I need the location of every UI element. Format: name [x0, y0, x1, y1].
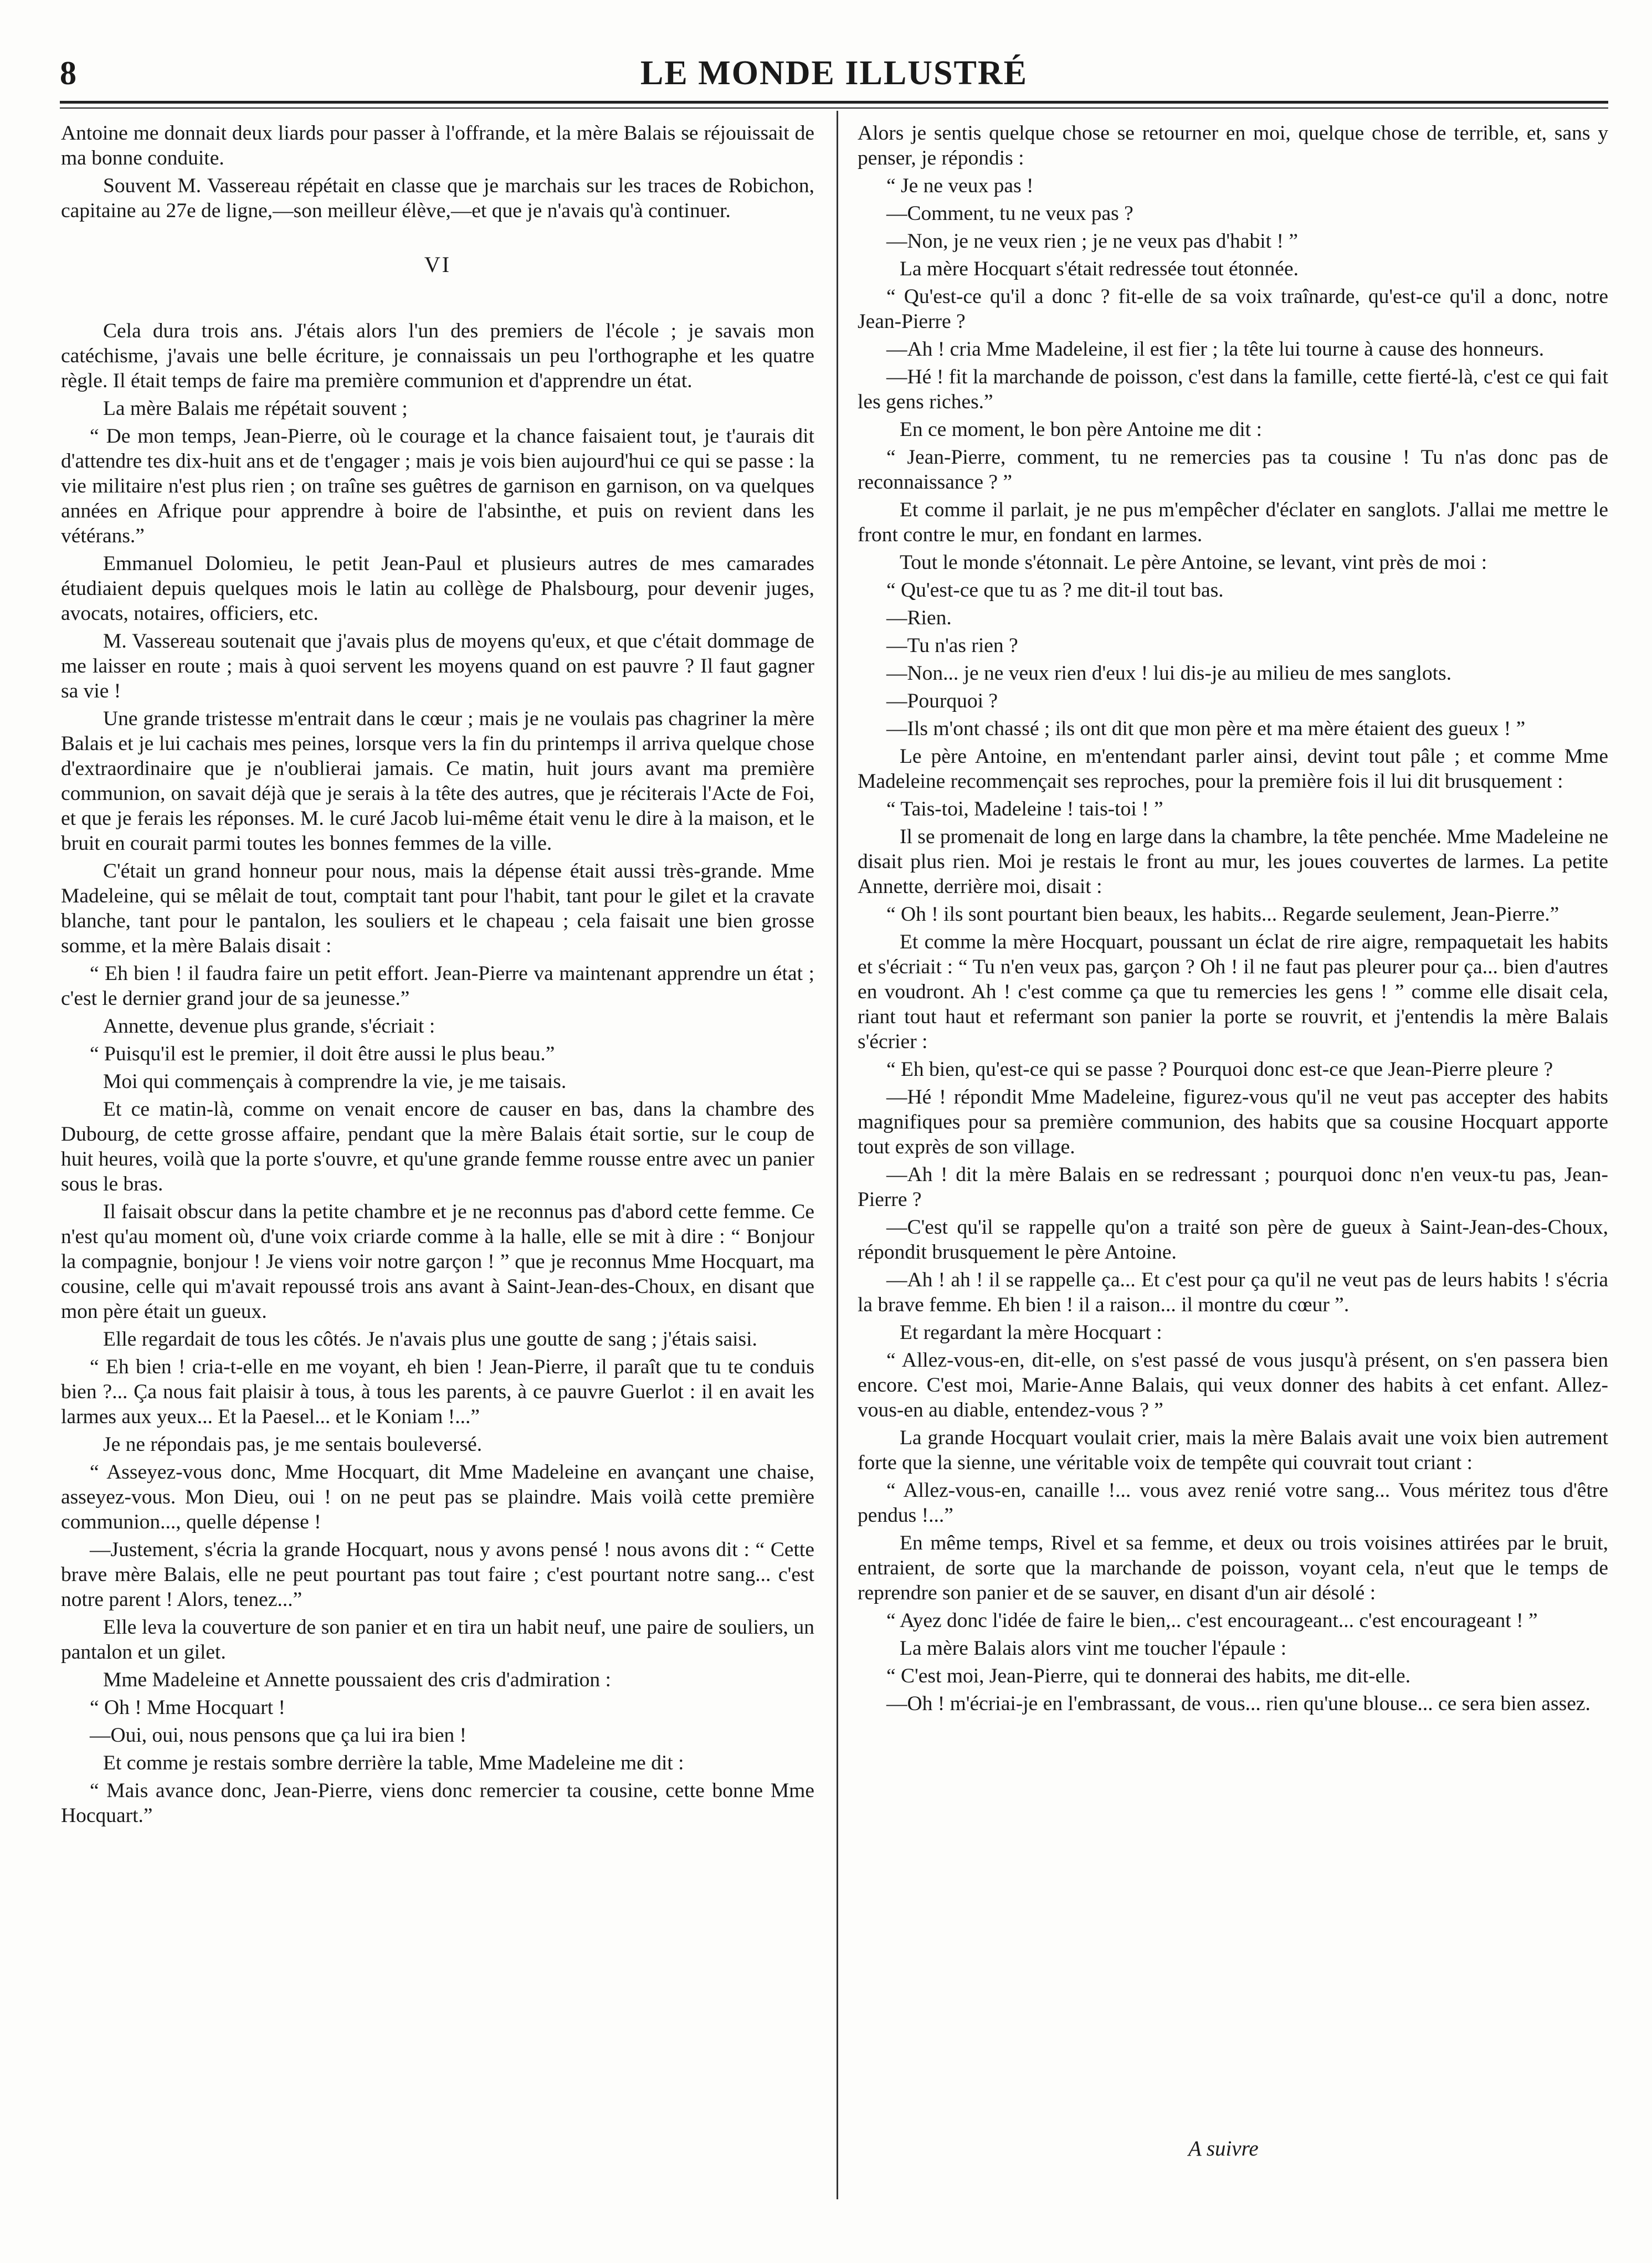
paragraph: Il faisait obscur dans la petite chambre et je ne reconnus pas d'abord cette femme. Ce n'est qu'au moment où, d'une voix criarde comme à la halle, elle se mit à dire : “ Bonjour la compagnie, bonjour ! Je viens voir notre garçon ! ” que je reconnus Mme Hocquart, ma cousine, celle qui m'avait repoussé trois ans avant à Saint-Jean-des-Choux, en disant que mon père était un gueux.	[61, 1200, 814, 1323]
paragraph: Elle leva la couverture de son panier et en tira un habit neuf, une paire de souliers, un pantalon et un gilet.	[61, 1616, 814, 1664]
paragraph: “ Oh ! ils sont pourtant bien beaux, les habits... Regarde seulement, Jean-Pierre.”	[886, 903, 1559, 926]
paragraph: Et comme il parlait, je ne pus m'empêcher d'éclater en sanglots. J'allai me mettre le front contre le mur, en fondant en larmes.	[858, 499, 1608, 546]
left-intro-paragraphs	[61, 121, 814, 223]
paragraph: La mère Balais alors vint me toucher l'épaule :	[900, 1637, 1287, 1660]
paragraph: —Ah ! ah ! il se rappelle ça... Et c'est pour ça qu'il ne veut pas de leurs habits ! s'écria la brave femme. Eh bien ! il a raison... il montre du cœur ”.	[858, 1269, 1608, 1316]
paragraph: C'était un grand honneur pour nous, mais la dépense était aussi très-grande. Mme Madeleine, qui se mêlait de tout, comptait tant pour l'habit, tant pour le gilet et la cravate blanche, tant pour le pantalon, les souliers et le chapeau ; cela faisait une bien grosse somme, et la mère Balais disait :	[61, 860, 814, 957]
paragraph: “ Tais-toi, Madeleine ! tais-toi ! ”	[886, 798, 1163, 820]
paragraph: Elle regardait de tous les côtés. Je n'avais plus une goutte de sang ; j'étais saisi.	[103, 1328, 757, 1351]
paragraph: M. Vassereau soutenait que j'avais plus de moyens qu'eux, et que c'était dommage de me laisser en route ; mais à quoi servent les moyens quand on est pauvre ? Il faut gagner sa vie !	[61, 630, 814, 702]
paragraph: —Ils m'ont chassé ; ils ont dit que mon père et ma mère étaient des gueux ! ”	[886, 717, 1526, 740]
page-number: 8	[60, 55, 76, 91]
paragraph: —Ah ! dit la mère Balais en se redressant ; pourquoi donc n'en veux-tu pas, Jean-Pierre ?	[858, 1163, 1608, 1211]
paragraph: “ Eh bien, qu'est-ce qui se passe ? Pourquoi donc est-ce que Jean-Pierre pleure ?	[886, 1058, 1553, 1081]
page-header	[60, 51, 1608, 101]
paragraph: Mme Madeleine et Annette poussaient des cris d'admiration :	[103, 1669, 611, 1691]
paragraph: Tout le monde s'étonnait. Le père Antoine, se levant, vint près de moi :	[900, 551, 1487, 574]
paragraph: “ Eh bien ! il faudra faire un petit effort. Jean-Pierre va maintenant apprendre un état ; c'est le dernier grand jour de sa jeunesse.”	[61, 962, 814, 1010]
paragraph: —C'est qu'il se rappelle qu'on a traité son père de gueux à Saint-Jean-des-Choux, répondit brusquement le père Antoine.	[858, 1216, 1608, 1264]
masthead-title: LE MONDE ILLUSTRÉ	[640, 54, 1028, 92]
paragraph: “ Allez-vous-en, canaille !... vous avez renié votre sang... Vous méritez tous d'être pendus !...”	[858, 1479, 1608, 1527]
header-rule-thin	[60, 107, 1608, 109]
paragraph: Et comme je restais sombre derrière la table, Mme Madeleine me dit :	[103, 1752, 684, 1774]
left-body-paragraphs	[61, 319, 814, 1828]
paragraph: Une grande tristesse m'entrait dans le cœur ; mais je ne voulais pas chagriner la mère Balais et je lui cachais mes peines, lorsque vers la fin du printemps il arriva quelque chose d'extraordinaire que je n'oublierai jamais. Ce matin, huit jours avant ma première communion, on savait déjà que je serais à la tête des autres, que je réciterais l'Acte de Foi, et que je ferais les réponses. M. le curé Jacob lui-même était venu le dire à la maison, et le bruit en courait parmi toutes les bonnes femmes de la ville.	[61, 707, 814, 855]
paragraph: —Hé ! fit la marchande de poisson, c'est dans la famille, cette fierté-là, c'est ce qui fait les gens riches.”	[858, 366, 1608, 413]
paragraph: En ce moment, le bon père Antoine me dit :	[900, 418, 1262, 441]
paragraph: “ Mais avance donc, Jean-Pierre, viens donc remercier ta cousine, cette bonne Mme Hocquart.”	[61, 1779, 814, 1827]
paragraph: “ Asseyez-vous donc, Mme Hocquart, dit Mme Madeleine en avançant une chaise, asseyez-vous. Mon Dieu, oui ! on ne peut pas se plaindre. Mais voilà cette première communion..., quelle dépense !	[61, 1461, 814, 1533]
paragraph: —Non, je ne veux rien ; je ne veux pas d'habit ! ”	[886, 230, 1298, 253]
paragraph: Antoine me donnait deux liards pour passer à l'offrande, et la mère Balais se réjouissait de ma bonne conduite.	[61, 122, 814, 170]
left-column	[61, 121, 814, 1831]
paragraph: Et regardant la mère Hocquart :	[900, 1321, 1162, 1344]
paragraph: Je ne répondais pas, je me sentais bouleversé.	[103, 1433, 483, 1456]
paragraph: —Tu n'as rien ?	[886, 634, 1018, 657]
paragraph: —Hé ! répondit Mme Madeleine, figurez-vous qu'il ne veut pas accepter des habits magnifiques pour sa première communion, des habits que sa cousine Hocquart apporte tout exprès de son village.	[858, 1086, 1608, 1158]
paragraph: —Oh ! m'écriai-je en l'embrassant, de vous... rien qu'une blouse... ce sera bien assez.	[886, 1692, 1591, 1715]
paragraph: “ Qu'est-ce qu'il a donc ? fit-elle de sa voix traînarde, qu'est-ce qu'il a donc, notre Jean-Pierre ?	[858, 285, 1608, 333]
paragraph: —Rien.	[886, 607, 952, 629]
paragraph: “ Puisqu'il est le premier, il doit être aussi le plus beau.”	[90, 1043, 555, 1065]
column-divider	[837, 111, 838, 2199]
paragraph: Annette, devenue plus grande, s'écriait :	[103, 1015, 435, 1038]
paragraph: “ Qu'est-ce que tu as ? me dit-il tout bas.	[886, 579, 1224, 602]
paragraph: Et comme la mère Hocquart, poussant un éclat de rire aigre, rempaquetait les habits et s'écriait : “ Tu n'en veux pas, garçon ? Oh ! il ne faut pas pleurer pour ça... bien d'autres en voudront. Ah ! c'est comme ça que tu remercies les gens ! ” comme elle disait cela, riant tout haut et refermant son panier la porte se rouvrit, et j'entendis la mère Balais s'écrier :	[858, 931, 1608, 1053]
paragraph: En même temps, Rivel et sa femme, et deux ou trois voisines attirées par le bruit, entraient, de sorte que la marchande de poisson, voyant cela, n'eut que le temps de reprendre son panier et de se sauver, en disant d'un air désolé :	[858, 1532, 1608, 1604]
paragraph: “ Je ne veux pas !	[886, 175, 1034, 197]
paragraph: Et ce matin-là, comme on venait encore de causer en bas, dans la chambre des Dubourg, de cette grosse affaire, pendant que la mère Balais était sortie, sur le coup de huit heures, voilà que la porte s'ouvre, et qu'une grande femme rousse entre avec un panier sous le bras.	[61, 1098, 814, 1195]
paragraph: “ Eh bien ! cria-t-elle en me voyant, eh bien ! Jean-Pierre, il paraît que tu te conduis bien ?... Ça nous fait plaisir à tous, à tous les parents, à ce pauvre Guerlot : il en avait les larmes aux yeux... Et la Paesel... et le Koniam !...”	[61, 1356, 814, 1428]
paragraph: “ Allez-vous-en, dit-elle, on s'est passé de vous jusqu'à présent, on s'en passera bien encore. C'est moi, Marie-Anne Balais, qui veux donner des habits à cet enfant. Allez-vous-en au diable, entendez-vous ? ”	[858, 1349, 1608, 1422]
paragraph: “ Oh ! Mme Hocquart !	[90, 1696, 286, 1719]
paragraph: Cela dura trois ans. J'étais alors l'un des premiers de l'école ; je savais mon catéchisme, j'avais une belle écriture, je connaissais un peu l'orthographe et les quatre règle. Il était temps de faire ma première communion et d'apprendre un état.	[61, 320, 814, 392]
paragraph: —Comment, tu ne veux pas ?	[886, 202, 1133, 225]
right-column	[858, 121, 1608, 1719]
chapter-heading: VI	[424, 252, 452, 277]
right-body-paragraphs	[858, 121, 1608, 1716]
paragraph: —Non... je ne veux rien d'eux ! lui dis-je au milieu de mes sanglots.	[886, 662, 1452, 685]
paragraph: —Pourquoi ?	[886, 690, 998, 712]
paragraph: “ Ayez donc l'idée de faire le bien,.. c'est encourageant... c'est encourageant ! ”	[886, 1609, 1538, 1632]
paragraph: “ De mon temps, Jean-Pierre, où le courage et la chance faisaient tout, je t'aurais dit d'attendre tes dix-huit ans et de t'engager ; mais je vois bien aujourd'hui ce qui se passe : la vie militaire n'est plus rien ; on traîne ses guêtres de garnison en garnison, on va quelques années en Afrique pour apprendre à boire de l'absinthe, et puis on revient dans les vétérans.”	[61, 425, 814, 547]
paragraph: Emmanuel Dolomieu, le petit Jean-Paul et plusieurs autres de mes camarades étudiaient depuis quelques mois le latin au collège de Phalsbourg, pour devenir juges, avocats, notaires, officiers, etc.	[61, 552, 814, 625]
paragraph: La mère Hocquart s'était redressée tout étonnée.	[900, 258, 1299, 280]
paragraph: “ Jean-Pierre, comment, tu ne remercies pas ta cousine ! Tu n'as donc pas de reconnaissance ? ”	[858, 446, 1608, 494]
paragraph: La grande Hocquart voulait crier, mais la mère Balais avait une voix bien autrement forte que la sienne, une véritable voix de tempête qui couvrait tout criant :	[858, 1426, 1608, 1474]
paragraph: —Justement, s'écria la grande Hocquart, nous y avons pensé ! nous avons dit : “ Cette brave mère Balais, elle ne peut pourtant pas tout faire ; c'est pourtant notre sang... c'est notre parent ! Alors, tenez...”	[61, 1538, 814, 1611]
paragraph: Le père Antoine, en m'entendant parler ainsi, devint tout pâle ; et comme Mme Madeleine recommençait ses reproches, pour la première fois il lui dit brusquement :	[858, 745, 1608, 793]
paragraph: “ C'est moi, Jean-Pierre, qui te donnerai des habits, me dit-elle.	[886, 1665, 1411, 1687]
paragraph: Alors je sentis quelque chose se retourner en moi, quelque chose de terrible, et, sans y penser, je répondis :	[858, 122, 1608, 170]
paragraph: —Oui, oui, nous pensons que ça lui ira bien !	[90, 1724, 467, 1747]
continuation-note: A suivre	[1188, 2137, 1259, 2161]
paragraph: Souvent M. Vassereau répétait en classe que je marchais sur les traces de Robichon, capitaine au 27e de ligne,—son meilleur élève,—et que je n'avais qu'à continuer.	[61, 175, 814, 222]
paragraph: Moi qui commençais à comprendre la vie, je me taisais.	[103, 1070, 567, 1093]
paragraph: La mère Balais me répétait souvent ;	[103, 397, 408, 420]
paragraph: —Ah ! cria Mme Madeleine, il est fier ; la tête lui tourne à cause des honneurs.	[886, 338, 1545, 361]
paragraph: Il se promenait de long en large dans la chambre, la tête penchée. Mme Madeleine ne disait plus rien. Moi je restais le front au mur, les joues couvertes de larmes. La petite Annette, derrière moi, disait :	[858, 825, 1608, 898]
header-rule-thick	[60, 101, 1608, 104]
